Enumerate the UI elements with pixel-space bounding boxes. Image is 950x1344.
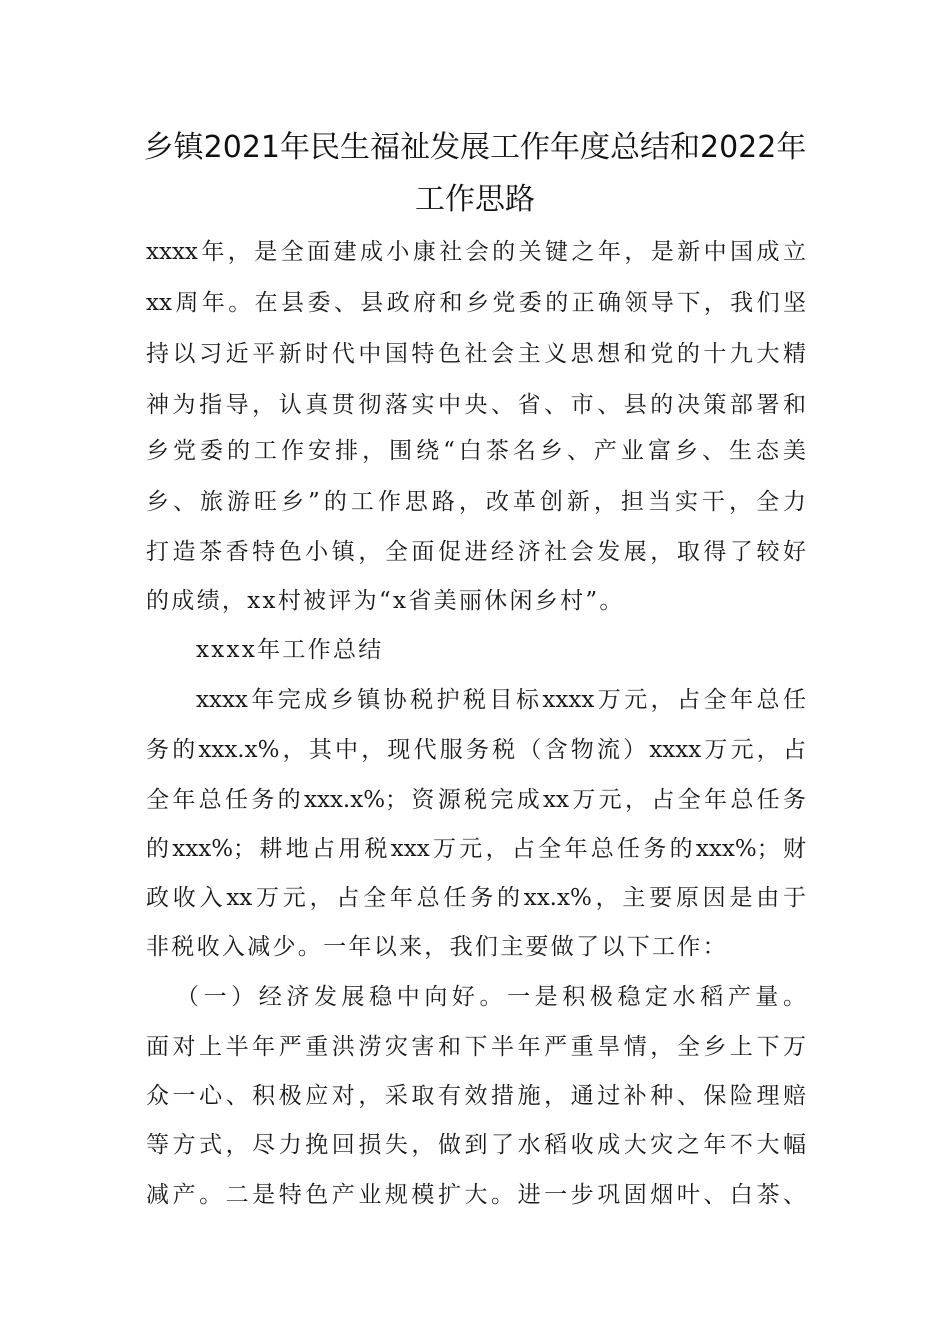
body-text-line-4: 神为指导，认真贯彻落实中央、省、市、县的决策部署和 [146, 392, 806, 418]
body-text-line-6: 乡、旅游旺乡”的工作思路，改革创新，担当实干，全力 [146, 489, 806, 515]
body-text-line-3: 持以习近平新时代中国特色社会主义思想和党的十九大精 [146, 341, 806, 367]
body-text-line-16: （一）经济发展稳中向好。一是积极稳定水稻产量。 [176, 984, 806, 1010]
body-text-line-20: 减产。二是特色产业规模扩大。进一步巩固烟叶、白茶、 [146, 1182, 806, 1208]
body-text-line-1: xxxx年，是全面建成小康社会的关键之年，是新中国成立 [146, 239, 806, 265]
body-text-line-12: 全年总任务的xxx.x%；资源税完成xx万元，占全年总任务 [146, 787, 806, 813]
body-text-line-14: 政收入xx万元，占全年总任务的xx.x%，主要原因是由于 [146, 885, 806, 911]
section-heading: xxxx年工作总结 [196, 637, 384, 663]
body-text-line-8: 的成绩，xx村被评为“x省美丽休闲乡村”。 [146, 588, 625, 614]
body-text-line-19: 等方式，尽力挽回损失，做到了水稻收成大灾之年不大幅 [146, 1132, 806, 1158]
body-text-line-15: 非税收入减少。一年以来，我们主要做了以下工作： [146, 934, 728, 960]
body-text-line-10: xxxx年完成乡镇协税护税目标xxxx万元，占全年总任 [196, 687, 806, 713]
body-text-line-2: xx周年。在县委、县政府和乡党委的正确领导下，我们坚 [146, 290, 806, 316]
body-text-line-13: 的xxx%；耕地占用税xxx万元，占全年总任务的xxx%；财 [146, 836, 806, 862]
body-text-line-7: 打造茶香特色小镇，全面促进经济社会发展，取得了较好 [146, 539, 806, 565]
body-text-line-5: 乡党委的工作安排，围绕“白茶名乡、产业富乡、生态美 [146, 438, 806, 464]
body-text-line-17: 面对上半年严重洪涝灾害和下半年严重旱情，全乡上下万 [146, 1034, 806, 1060]
document-title-line-2: 工作思路 [415, 182, 535, 217]
body-text-line-18: 众一心、积极应对，采取有效措施，通过补种、保险理赔 [146, 1083, 806, 1109]
body-text-line-11: 务的xxx.x%，其中，现代服务税（含物流）xxxx万元，占 [146, 737, 806, 763]
document-title-line-1: 乡镇2021年民生福祉发展工作年度总结和2022年 [143, 130, 807, 165]
